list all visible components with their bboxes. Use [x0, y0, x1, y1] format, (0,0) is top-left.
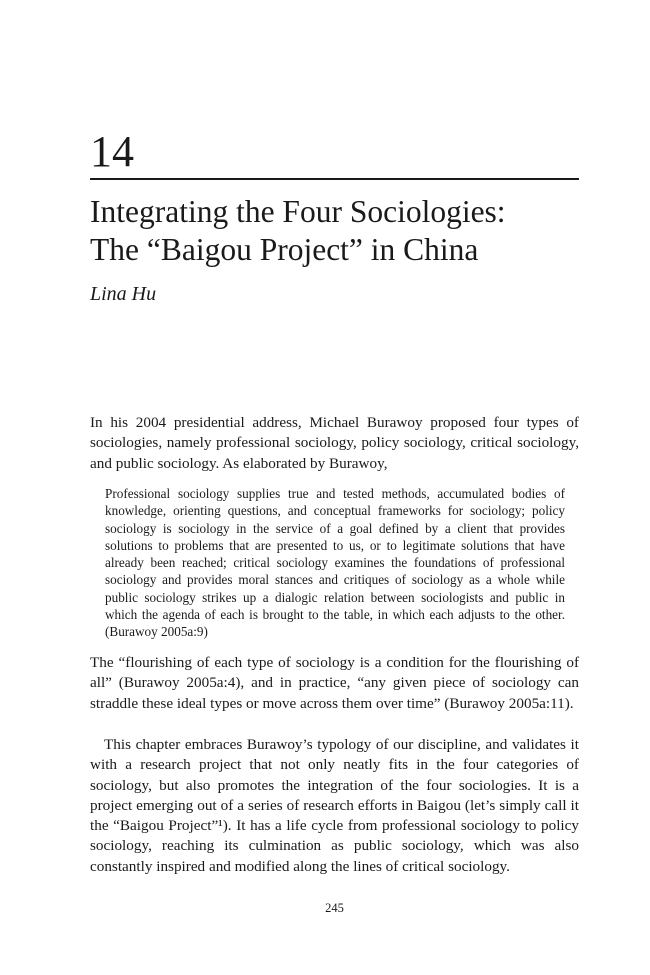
body-paragraph-3: This chapter embraces Burawoy’s typology of our discipline, and validates it with a research project that not only neatly fits in the four categories of sociology, but also promotes the integration of the four sociologies. It is a project emerging out of a series of research efforts in Baigou (let’s simply call it the “Baigou Project”¹). It has a life cycle from professional sociology to policy sociology, reaching its culmination as public sociology, which was also constantly inspired and modified along the lines of critical sociology.: [90, 736, 579, 875]
chapter-title: [90, 193, 579, 269]
body-paragraph-1: In his 2004 presidential address, Michael Burawoy proposed four types of sociologies, namely professional sociology, policy sociology, critical sociology, and public sociology. As elaborated by Burawoy,: [90, 414, 579, 472]
book-page: [90, 0, 579, 975]
chapter-author: Lina Hu: [90, 283, 157, 305]
chapter-title-line-2: The “Baigou Project” in China: [90, 232, 479, 267]
chapter-number: 14: [90, 127, 134, 176]
chapter-title-line-1: Integrating the Four Sociologies:: [90, 194, 506, 229]
body-paragraph-2: The “flourishing of each type of sociology is a condition for the flourishing of all” (Burawoy 2005a:4), and in practice, “any given piece of sociology can straddle these ideal types or move across them over time” (Burawoy 2005a:11).: [90, 654, 579, 712]
page-number: 245: [325, 901, 344, 915]
chapter-rule: [90, 178, 579, 180]
block-quote: Professional sociology supplies true and tested methods, accumulated bodies of knowledge, orienting questions, and conceptual frameworks for sociology; policy sociology is sociology in the service of a goal defined by a client that provides solutions to problems that are presented to us, or to legitimate solutions that have already been reached; critical sociology examines the foundations of professional sociology and provides moral stances and critiques of sociology as a whole while public sociology strikes up a dialogic relation between sociologists and public in which the agenda of each is brought to the table, in which each adjusts to the other. (Burawoy 2005a:9): [105, 486, 565, 640]
